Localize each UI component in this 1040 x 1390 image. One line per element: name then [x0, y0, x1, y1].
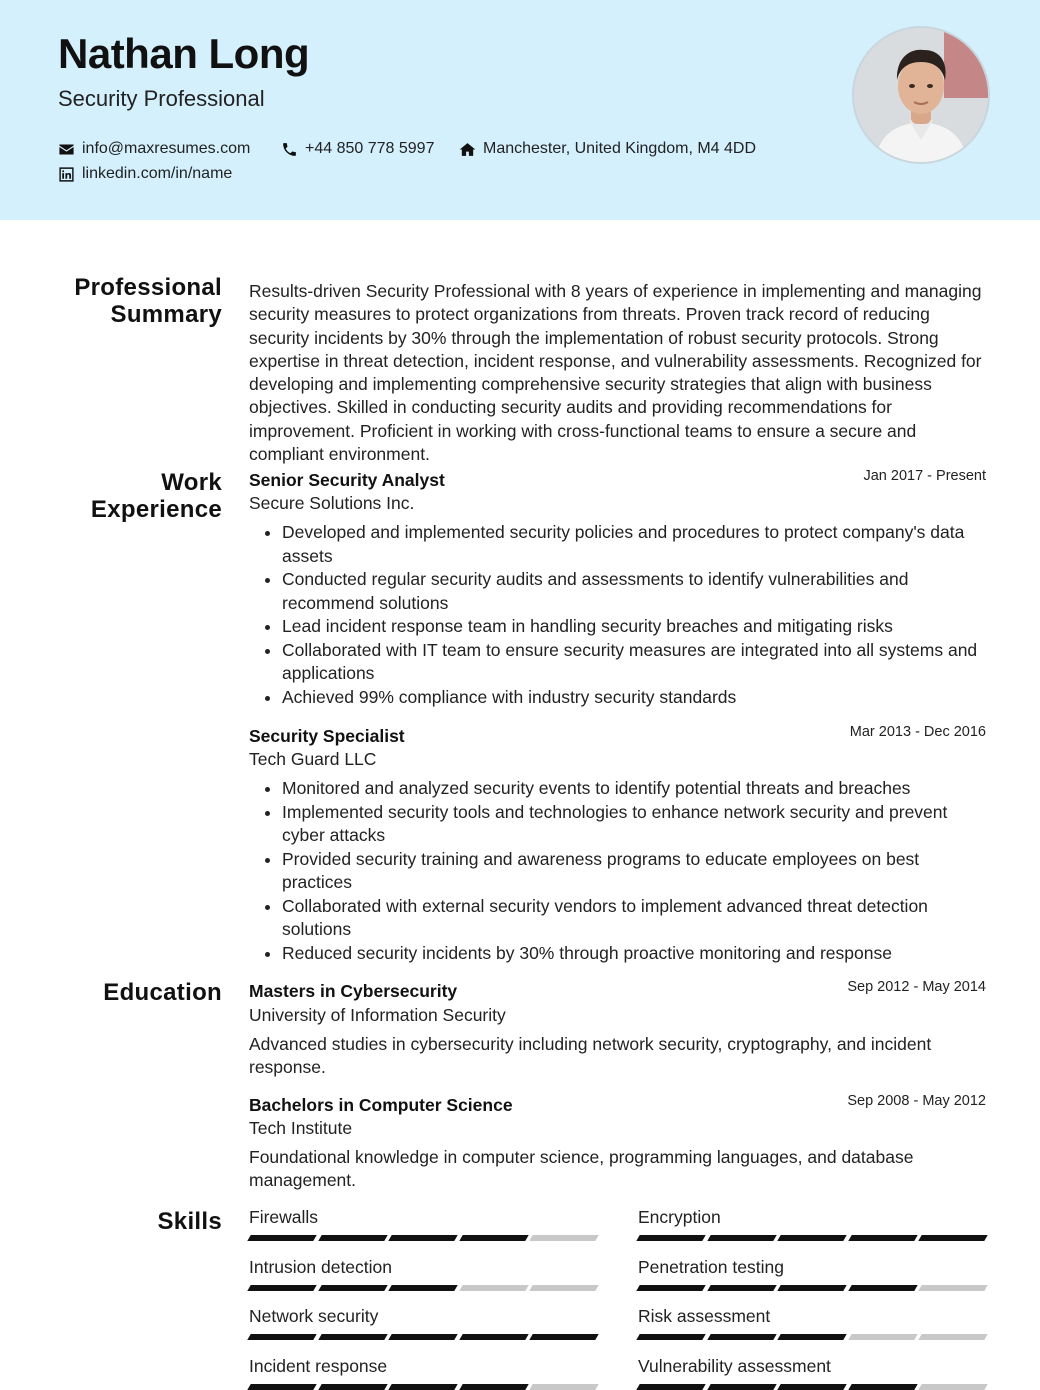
- skill-level-segment: [318, 1235, 387, 1241]
- skill-item: [249, 1257, 597, 1291]
- experience-heading-line2: Experience: [90, 496, 222, 523]
- job-date: Jan 2017 - Present: [863, 468, 986, 484]
- profile-photo: [852, 26, 990, 164]
- skill-level-segment: [247, 1384, 316, 1390]
- job-title: Security Specialist: [249, 726, 405, 746]
- skill-name: Network security: [249, 1306, 379, 1326]
- job-bullets: [249, 521, 989, 709]
- contact-linkedin[interactable]: [58, 165, 232, 183]
- linkedin-text: linkedin.com/in/name: [82, 165, 233, 182]
- skill-level-segment: [919, 1235, 988, 1241]
- linkedin-icon: [58, 166, 75, 183]
- contact-address: [459, 140, 756, 158]
- list-item: • Developed and implemented security policies and procedures to protect company's data assets: [282, 521, 989, 568]
- skill-level-segment: [707, 1334, 776, 1340]
- experience-heading: [91, 469, 222, 523]
- list-item: • Collaborated with external security vendors to implement advanced threat detection solutions: [282, 895, 989, 942]
- skill-level-segment: [848, 1334, 917, 1340]
- skill-item: [249, 1356, 597, 1390]
- job-date: Mar 2013 - Dec 2016: [849, 724, 986, 740]
- skill-level-segment: [636, 1334, 705, 1340]
- summary-text: Results-driven Security Professional with 8 years of experience in implementing and managing security measures to protect organizations from threats. Proven track record of reducing security incidents by 30% through the implementation of robust security protocols. Strong expertise in threat detection, incident response, and vulnerability assessments. Recognized for developing and implementing comprehensive security strategies that align with business objectives. Skilled in conducting security audits and providing recommendations for improvement. Proficient in working with cross-functional teams to ensure a secure and compliant environment.: [249, 281, 982, 465]
- skill-level-segment: [388, 1384, 457, 1390]
- email-text: info@maxresumes.com: [82, 140, 251, 157]
- skill-level-bar: [249, 1235, 597, 1241]
- skill-name: Vulnerability assessment: [638, 1355, 831, 1376]
- contact-phone[interactable]: [281, 140, 434, 158]
- skill-name: Incident response: [249, 1355, 388, 1376]
- skill-level-segment: [318, 1384, 387, 1390]
- envelope-icon: [58, 141, 75, 158]
- skill-level-segment: [848, 1235, 917, 1241]
- list-item: • Conducted regular security audits and assessments to identify vulnerabilities and recommend solutions: [282, 568, 989, 615]
- job-title: Senior Security Analyst: [249, 470, 445, 490]
- education-date: Sep 2012 - May 2014: [847, 979, 986, 995]
- skill-level-segment: [388, 1334, 457, 1340]
- skill-level-segment: [459, 1334, 528, 1340]
- contact-email[interactable]: [58, 140, 250, 158]
- skill-level-segment: [459, 1235, 528, 1241]
- phone-text: +44 850 778 5997: [305, 140, 435, 157]
- skill-level-segment: [247, 1285, 316, 1291]
- list-item: • Achieved 99% compliance with industry security standards: [282, 686, 989, 710]
- school-name: University of Information Security: [249, 1005, 506, 1025]
- skill-level-segment: [459, 1384, 528, 1390]
- skill-name: Penetration testing: [638, 1256, 784, 1277]
- skill-level-segment: [707, 1285, 776, 1291]
- skill-level-segment: [636, 1285, 705, 1291]
- list-item: • Reduced security incidents by 30% through proactive monitoring and response: [282, 942, 989, 966]
- list-item: • Collaborated with IT team to ensure security measures are integrated into all systems and applications: [282, 639, 989, 686]
- skill-level-segment: [919, 1384, 988, 1390]
- degree-title: Masters in Cybersecurity: [249, 981, 458, 1001]
- phone-icon: [281, 141, 298, 158]
- skill-name: Risk assessment: [638, 1306, 771, 1326]
- list-item: • Monitored and analyzed security events to identify potential threats and breaches: [282, 777, 989, 801]
- skill-level-segment: [388, 1235, 457, 1241]
- skill-level-segment: [459, 1285, 528, 1291]
- skill-level-segment: [318, 1285, 387, 1291]
- skill-level-segment: [707, 1235, 776, 1241]
- skill-level-segment: [636, 1235, 705, 1241]
- skill-item: [638, 1257, 986, 1291]
- skill-level-segment: [530, 1285, 599, 1291]
- skill-level-segment: [247, 1235, 316, 1241]
- skill-level-segment: [318, 1334, 387, 1340]
- list-item: • Implemented security tools and technologies to enhance network security and prevent cyber attacks: [282, 801, 989, 848]
- skill-level-bar: [249, 1334, 597, 1340]
- list-item: • Lead incident response team in handling security breaches and mitigating risks: [282, 615, 989, 639]
- skill-item: [638, 1306, 986, 1340]
- skill-level-segment: [848, 1384, 917, 1390]
- skill-level-segment: [530, 1235, 599, 1241]
- skill-name: Intrusion detection: [249, 1256, 393, 1277]
- skill-level-segment: [777, 1235, 846, 1241]
- candidate-title: Security Professional: [58, 86, 265, 111]
- education-description: Advanced studies in cybersecurity including network security, cryptography, and incident response.: [249, 1034, 932, 1078]
- skill-name: Encryption: [638, 1207, 721, 1227]
- address-text: Manchester, United Kingdom, M4 4DD: [483, 140, 757, 157]
- skill-item: [249, 1306, 597, 1340]
- skill-item: [638, 1207, 986, 1241]
- resume-header: [0, 0, 1040, 220]
- skill-level-segment: [247, 1334, 316, 1340]
- skill-level-segment: [388, 1285, 457, 1291]
- school-name: Tech Institute: [249, 1118, 353, 1138]
- skill-name: Firewalls: [249, 1207, 319, 1227]
- education-description: Foundational knowledge in computer science, programming languages, and database management.: [249, 1147, 914, 1191]
- job-bullets: [249, 777, 989, 965]
- list-item: • Provided security training and awareness programs to educate employees on best practices: [282, 848, 989, 895]
- job-company: Tech Guard LLC: [249, 749, 377, 769]
- degree-title: Bachelors in Computer Science: [249, 1095, 513, 1115]
- skills-heading: Skills: [157, 1208, 222, 1235]
- skill-level-segment: [919, 1285, 988, 1291]
- skill-level-bar: [249, 1384, 597, 1390]
- skill-level-bar: [638, 1384, 986, 1390]
- person-portrait-icon: [854, 28, 988, 162]
- experience-heading-line1: Work: [161, 469, 222, 496]
- skill-level-bar: [638, 1285, 986, 1291]
- education-heading: Education: [103, 979, 222, 1006]
- candidate-name: Nathan Long: [58, 30, 310, 77]
- skill-item: [638, 1356, 986, 1390]
- skill-level-bar: [249, 1285, 597, 1291]
- summary-heading-line2: Summary: [110, 301, 222, 328]
- skill-level-bar: [638, 1235, 986, 1241]
- skill-level-segment: [707, 1384, 776, 1390]
- skill-level-segment: [777, 1384, 846, 1390]
- skill-level-bar: [638, 1334, 986, 1340]
- home-icon: [459, 141, 476, 158]
- job-company: Secure Solutions Inc.: [249, 493, 415, 513]
- education-date: Sep 2008 - May 2012: [847, 1093, 986, 1109]
- skill-level-segment: [530, 1384, 599, 1390]
- skill-level-segment: [777, 1285, 846, 1291]
- skill-level-segment: [530, 1334, 599, 1340]
- skill-level-segment: [919, 1334, 988, 1340]
- skill-level-segment: [636, 1384, 705, 1390]
- skill-level-segment: [848, 1285, 917, 1291]
- summary-heading-line1: Professional: [74, 274, 222, 301]
- skill-item: [249, 1207, 597, 1241]
- skill-level-segment: [777, 1334, 846, 1340]
- summary-heading: [74, 274, 222, 328]
